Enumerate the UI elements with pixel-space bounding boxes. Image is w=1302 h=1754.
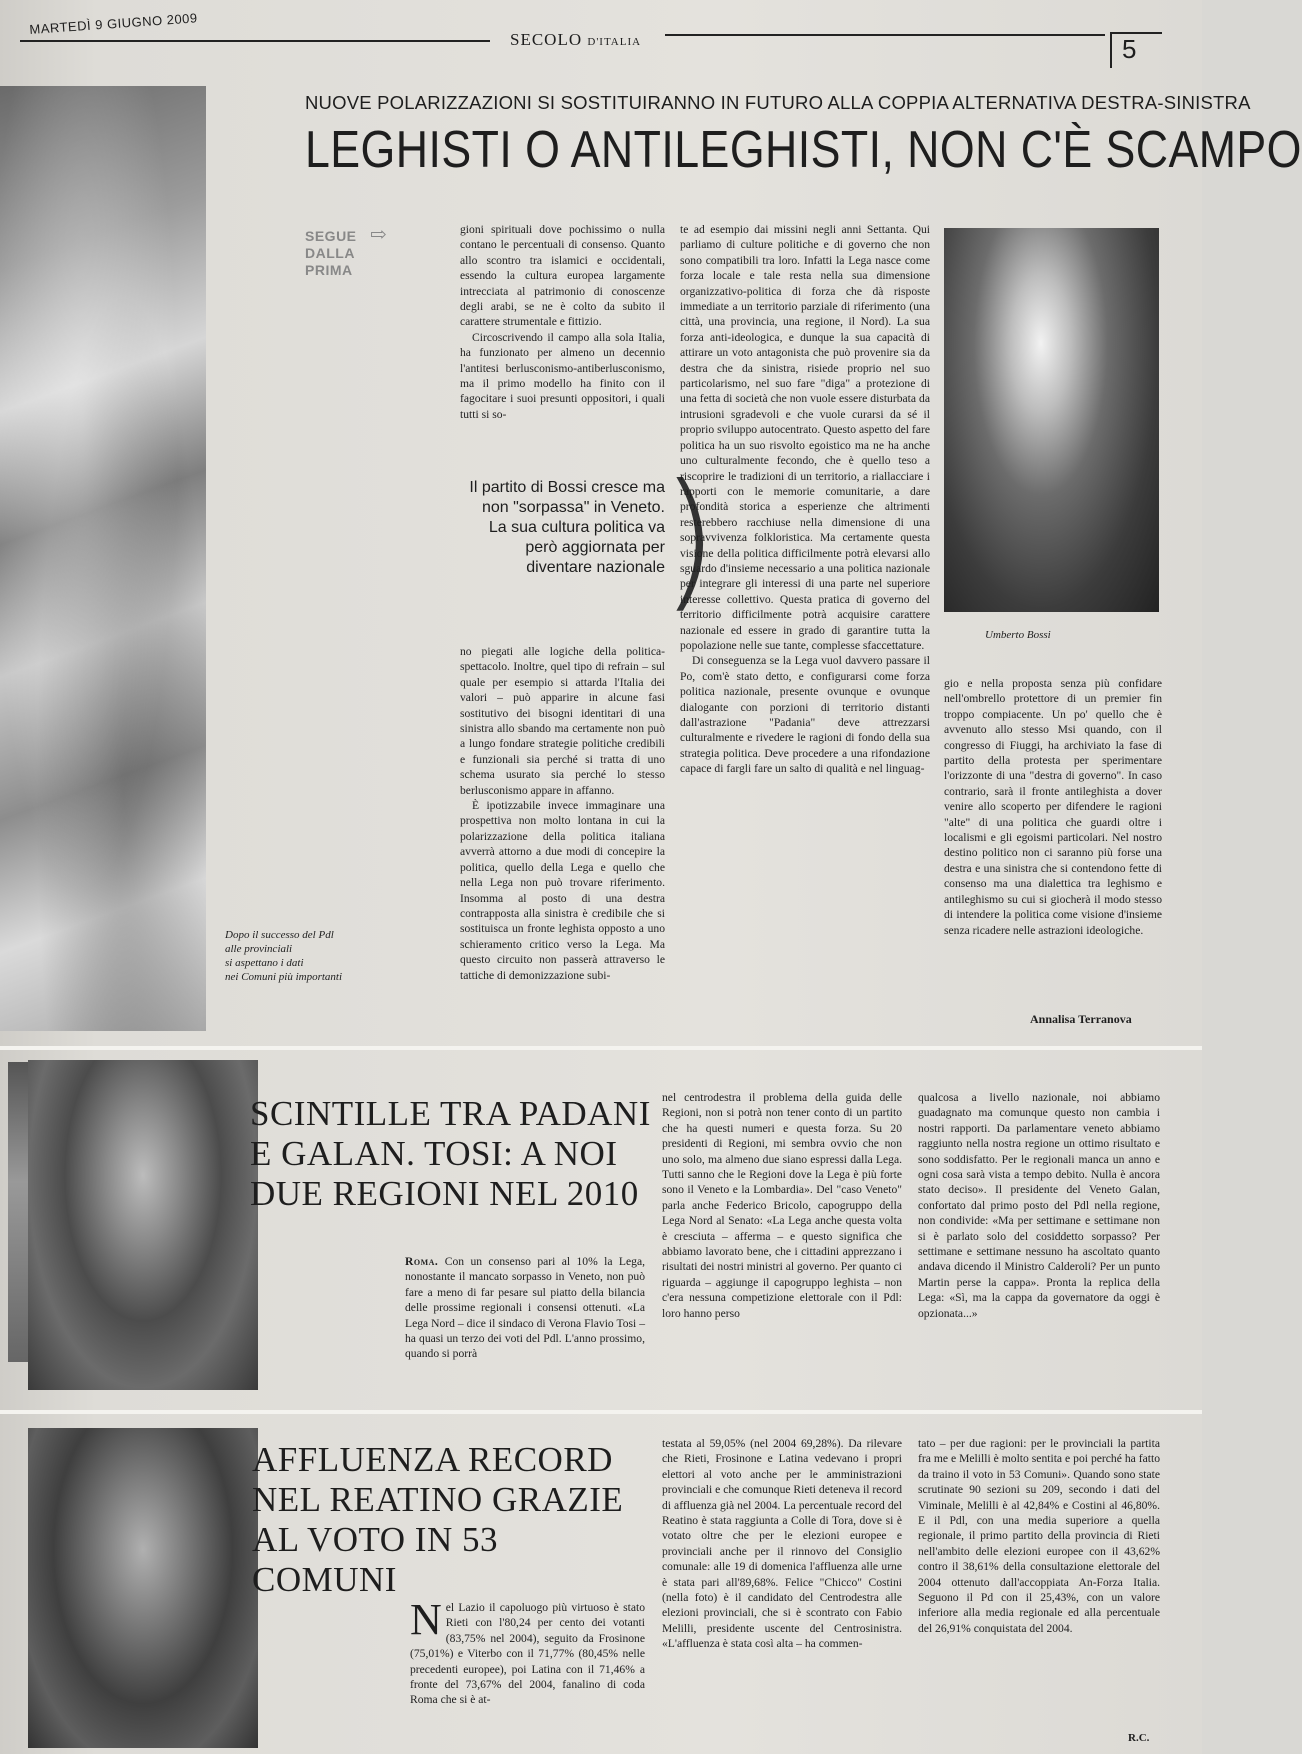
headline-line: AL VOTO IN 53 COMUNI — [252, 1520, 498, 1599]
paragraph: nel centrodestra il problema della guida delle Regioni, non si potrà non tener conto di un partito che ha questi numeri e questa forza. Su 20 presidenti di Regioni, mi sembra ovvio che non uno solo, ma almeno due siano espressi dalla Lega. Tutti sanno che le Regioni dove la Lega è più forte sono il Veneto e la Lombardia». Del "caso Veneto" parla anche Federico Bricolo, capogruppo della Lega Nord al Senato: «La Lega anche questa volta è cresciuta – afferma – e questo significa che abbiamo lavorato bene, che i cittadini apprezzano i risultati dei nostri ministri al governo. Per quanto ci riguarda – aggiunge il capogruppo leghista – non c'era nessuna competizione elettorale con il Pdl: loro hanno perso — [662, 1091, 902, 1320]
article2-col3 — [918, 1090, 1160, 1380]
article1-headline: LEGHISTI O ANTILEGHISTI, NON C'È SCAMPO — [305, 121, 1302, 179]
segue-dalla-prima — [305, 228, 357, 279]
article1-col1-top — [460, 222, 665, 452]
bossi-photo-caption: Umberto Bossi — [985, 629, 1051, 641]
pull-quote: Il partito di Bossi cresce ma non "sorpassa" in Veneto. La sua cultura politica va però aggiornata per diventare nazionale — [469, 479, 665, 576]
paragraph: gioni spirituali dove pochissimo o nulla contano le percentuali di consenso. Quanto allo scontro tra islamici e occidentali, essendo la cultura europea largamente intrecciata al patrimonio di conoscenze degli arabi, se ne è colto da subito il carattere strumentale e fittizio. — [460, 223, 665, 329]
caption-line: alle provinciali — [225, 943, 293, 955]
newspaper-name-suffix: D'ITALIA — [587, 36, 642, 48]
paragraph: testata al 59,05% (nel 2004 69,28%). Da rilevare che Rieti, Frosinone e Latina vedevano i propri elettori al voto anche per le amministrazioni provinciali e che comunque Rieti deteneva il record di affluenza già nel 2004. La percentuale record del Reatino è stata raggiunta a Colle di Tora, dove si è votato oltre che per le elezioni europee e provinciali anche per il rinnovo del Consiglio comunale: alle 19 di domenica l'affluenza alle urne è stata pari all'89,68%. Felice "Chicco" Costini (nella foto) è il candidato del Centrodestra alle elezioni provinciali, che si è scontrato con Fabio Melilli, presidente uscente del Centrosinistra. «L'affluenza è stata così alta – ha commen- — [662, 1437, 902, 1651]
article2-col2 — [662, 1090, 902, 1380]
article1-col2 — [680, 222, 930, 1030]
article3-signature: R.C. — [1128, 1732, 1150, 1744]
article3-col1 — [410, 1595, 645, 1748]
paragraph: te ad esempio dai missini negli anni Settanta. Qui parliamo di culture politiche e di governo che non sono compatibili tra loro. Infatti la Lega nasce come forza locale e tale resta nella sua dimensione organizzativo-politica di forza che dà risposte immediate a un territorio parziale di riferimento (una città, una provincia, una regione, il Nord). La sua forza anti-ideologica, e dunque la sua capacità di attirare un voto antagonista che può provenire sia da destra che da sinistra, risiede proprio nel suo particolarismo, nel suo fare "diga" a protezione di una fetta di società che non vuole essere disturbata da intrusioni sgradevoli e che vuole curarsi da sé il proprio sviluppo autocentrato. Questo aspetto del fare politica ha un suo risvolto egoistico ma ne ha anche uno culturalmente fecondo, che è quello teso a riscoprire le tradizioni di un territorio, a riallacciare i rapporti con le memorie comunitarie, a dare profondità storica a esperienze che altrimenti resterebbero racchiuse nella dimensione di una sopravvivenza folkloristica. Ma certamente questa visione della politica difficilmente potrà elevarsi allo sguardo d'insieme necessario a una politica nazionale per integrare gli interessi di una parte nel superiore interesse collettivo. Questa pratica di governo del territorio difficilmente potrà acquisire carattere nazionale ed essere in grado di garantire tutta la popolazione nelle sue tante, complesse sfaccettature. — [680, 223, 930, 652]
article1-photo-caption — [225, 928, 395, 984]
article3-col3 — [918, 1436, 1160, 1726]
page-number: 5 — [1122, 34, 1137, 64]
paragraph: È ipotizzabile invece immaginare una prospettiva non molto lontana in cui la polarizzazione della politica italiana avverrà attorno a due modi di concepire la politica, quello della Lega e quello che nella Lega non può trovare riferimento. Insomma al posto di una destra contrapposta alla sinistra è credibile che si sostituisca un fronte leghista opposto a uno schieramento critico verso la Lega. Ma questo circuito non passerà attraverso le tattiche di demonizzazione subi- — [460, 799, 665, 982]
newspaper-name-main: SECOLO — [510, 30, 583, 49]
umberto-bossi-photo — [944, 228, 1159, 612]
article3-col2 — [662, 1436, 902, 1748]
flavio-tosi-photo — [28, 1060, 258, 1390]
paragraph: tato – per due ragioni: per le provinciali la partita fra me e Melilli è molto sentita e poi perché ha fatto da traino il voto in 53 Comuni». Quando sono state scrutinate 90 sezioni su 209, secondo i dati del Viminale, Melilli è al 42,84% e Costini al 46,80%. E il Pdl, con una media superiore a quella regionale, il primo partito della provincia di Rieti nell'ambito delle elezioni europee con il 43,62% contro il 38,61% della consultazione elettorale del 2004 ottenuto dall'accoppiata An-Forza Italia. Seguono il Pd con il 25,43%, con un valore inferiore alla media regionale ed alla percentuale del 26,91% conquistata del 2004. — [918, 1437, 1160, 1635]
article2-headline — [250, 1094, 660, 1214]
headline-line: NEL REATINO GRAZIE — [252, 1480, 624, 1519]
paragraph: Di conseguenza se la Lega vuol davvero passare il Po, com'è stato detto, e configurarsi come forza politica nazionale, presente ovunque e ovunque dialogante con porzioni di territorio distanti dall'astrazione "Padania" deve attrezzarsi culturalmente e rivedere le ragioni di fondo della sua strategia politica. Deve procedere a una rifondazione capace di fargli fare un salto di qualità e nel linguag- — [680, 654, 930, 776]
segue-line: DALLA — [305, 245, 355, 261]
paragraph: gio e nella proposta senza più confidare nell'ombrello protettore di un premier fin troppo compiacente. Un po' quello che è avvenuto allo stesso Msi quando, con il congresso di Fiuggi, ha archiviato la fase di partito della protesta per sperimentare l'orizzonte di una "destra di governo". In caso contrario, sarà il fronte antileghista a dover venire allo scoperto per difendere le ragioni "alte" di una politica che guardi oltre i localismi e gli egoismi particolari. Nel nostro destino politico non ci saranno più forse una destra e una sinistra che si contendono fette di consenso ma una dialettica tra leghismo e antileghismo su cui si giocherà il modo stesso di intendere la politica come visione d'insieme senza ricadere nelle astrazioni ideologiche. — [944, 677, 1162, 937]
headline-line: DUE REGIONI NEL 2010 — [250, 1174, 639, 1213]
headline-line: AFFLUENZA RECORD — [252, 1440, 613, 1479]
arrow-right-icon: ⇨ — [370, 224, 387, 246]
paragraph-text: el Lazio il capoluogo più virtuoso è stato Rieti con l'80,24 per cento dei votanti (83,75% nel 2004), seguito da Frosinone (75,01%) e Viterbo con il 71,77% (80,45% nelle precedenti europee), poi Latina con il 71,46% a fronte del 73,67% del 2004, fanalino di coda Roma che si è at- — [410, 1601, 645, 1707]
caption-line: nei Comuni più importanti — [225, 971, 343, 983]
drop-cap: N — [410, 1595, 442, 1644]
masthead-rule-right — [665, 34, 1105, 36]
article1-photo-shading — [0, 86, 206, 1031]
pull-quote-brace: ) — [660, 453, 719, 627]
section-divider — [0, 1410, 1202, 1414]
article1-col3 — [944, 676, 1162, 1008]
article1-kicker: NUOVE POLARIZZAZIONI SI SOSTITUIRANNO IN FUTURO ALLA COPPIA ALTERNATIVA DESTRA-SINISTRA — [305, 92, 1251, 113]
section-divider — [0, 1046, 1202, 1050]
paragraph: Circoscrivendo il campo alla sola Italia, ha funzionato per almeno un decennio l'antitesi berlusconismo-antiberlusconismo, ma il primo modello ha finito con il fagocitare i suoi presunti oppositori, i quali tutti si so- — [460, 330, 665, 421]
article1-author: Annalisa Terranova — [1030, 1012, 1132, 1026]
paragraph-text: Con un consenso pari al 10% la Lega, nonostante il mancato sorpasso in Veneto, non può fare a meno di far pesare sul piatto della bilancia delle prossime regionali i consensi ottenuti. «La Lega Nord – dice il sindaco di Verona Flavio Tosi – ha quasi un terzo dei voti del Pdl. L'anno prossimo, quando si porrà — [405, 1255, 645, 1361]
masthead-rule-left — [20, 40, 490, 42]
segue-line: SEGUE — [305, 228, 357, 244]
paragraph: qualcosa a livello nazionale, noi abbiamo guadagnato ma comunque questo non cambia i nostri rapporti. Da parlamentare veneto abbiamo raggiunto nella nostra regione un ottimo risultato e sono soddisfatto. Per le regionali manca un anno e ogni cosa sarà vista a tempo debito. Nulla è ancora stato deciso». Il presidente del Veneto Galan, confortato dal primo posto del Pdl nella regione, non condivide: «Ma per settimane e settimane non si è parlato solo del cosiddetto sorpasso? Per settimane e settimane nessuno ha ascoltato quanto andava dicendo il Ministro Calderoli? Per un punto Martin perse la cappa». Pronta la replica della Lega: «Sì, ma la cappa da governatore da oggi è opzionata...» — [918, 1091, 1160, 1320]
headline-line: SCINTILLE TRA PADANI — [250, 1094, 651, 1133]
headline-line: E GALAN. TOSI: A NOI — [250, 1134, 618, 1173]
article1-col1-bottom — [460, 644, 665, 1030]
segue-line: PRIMA — [305, 262, 353, 278]
paragraph — [405, 1254, 645, 1362]
paragraph: no piegati alle logiche della politica-spettacolo. Inoltre, quel tipo di refrain – sul quale per esempio si attarda l'Italia dei valori – può apparire in alcune fasi sostitutivo dei bisogni identitari di una sinistra allo sbando ma certamente non può a lungo fondare strategie politiche credibili e funzionali sia perché si tratta di uno schema usurato sia perché lo stesso berlusconismo appare in affanno. — [460, 645, 665, 797]
paragraph — [410, 1595, 645, 1708]
issue-date: MARTEDÌ 9 GIUGNO 2009 — [28, 10, 199, 37]
caption-line: Dopo il successo del Pdl — [225, 929, 334, 941]
article2-col1 — [405, 1254, 645, 1374]
felice-costini-photo — [28, 1428, 258, 1748]
newspaper-name — [510, 30, 641, 50]
lead-city: Roma. — [405, 1255, 439, 1268]
article3-headline — [252, 1440, 652, 1600]
caption-line: si aspettano i dati — [225, 957, 304, 969]
